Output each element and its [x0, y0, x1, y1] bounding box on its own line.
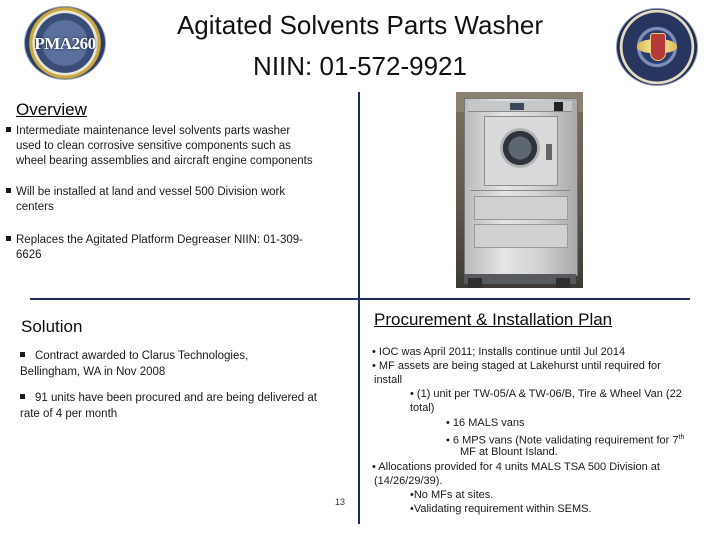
pma260-logo [24, 6, 106, 80]
procurement-line-4: • (1) unit per TW-05/A & TW-06/B, Tire & Wheel Van (22 [410, 388, 682, 400]
procurement-line-10: (14/26/29/39). [374, 475, 443, 487]
procurement-line-2: • MF assets are being staged at Lakehurst until required for [372, 360, 661, 372]
page-number: 13 [335, 497, 346, 507]
page-subtitle-niin: NIIN: 01-572-9921 [253, 51, 467, 81]
solution-bullet-2: 91 units have been procured and are being delivered at rate of 4 per month [20, 392, 317, 420]
procurement-line-11: •No MFs at sites. [410, 489, 494, 501]
bullet-square-icon [6, 236, 11, 241]
bullet-square-icon [6, 188, 11, 193]
bullet-square-icon [20, 394, 25, 399]
vertical-divider [358, 92, 360, 524]
page-title: Agitated Solvents Parts Washer [176, 10, 544, 40]
navair-logo [616, 8, 698, 86]
procurement-heading: Procurement & Installation Plan [374, 310, 613, 329]
solution-bullet-1: Contract awarded to Clarus Technologies, Bellingham, WA in Nov 2008 [20, 350, 249, 378]
overview-bullet-1: Intermediate maintenance level solvents parts washer used to clean corrosive sensitive components such as wheel bearing assemblies and aircraft engine components [4, 124, 356, 169]
procurement-line-5: total) [410, 402, 435, 414]
parts-washer-photo [456, 92, 583, 288]
procurement-line-7: • 6 MPS vans (Note validating requirement for 7th [446, 434, 685, 447]
bullet-square-icon [6, 127, 11, 132]
overview-heading: Overview [16, 100, 87, 119]
procurement-line-9: • Allocations provided for 4 units MALS TSA 500 Division at [372, 461, 660, 473]
procurement-line-12: •Validating requirement within SEMS. [410, 503, 592, 515]
pma260-logo-text: PMA260 [34, 34, 96, 53]
logo-shield-icon [650, 33, 666, 61]
bullet-square-icon [20, 352, 25, 357]
horizontal-divider [30, 298, 690, 300]
overview-bullet-2: Will be installed at land and vessel 500 Division work centers [4, 185, 356, 215]
overview-bullet-3: Replaces the Agitated Platform Degreaser NIIN: 01-309- 6626 [4, 233, 356, 263]
procurement-line-3: install [374, 374, 403, 386]
procurement-line-6: • 16 MALS vans [446, 417, 525, 429]
solution-heading: Solution [21, 317, 83, 336]
procurement-line-1: • IOC was April 2011; Installs continue until Jul 2014 [372, 346, 626, 358]
procurement-line-8: MF at Blount Island. [460, 446, 558, 458]
